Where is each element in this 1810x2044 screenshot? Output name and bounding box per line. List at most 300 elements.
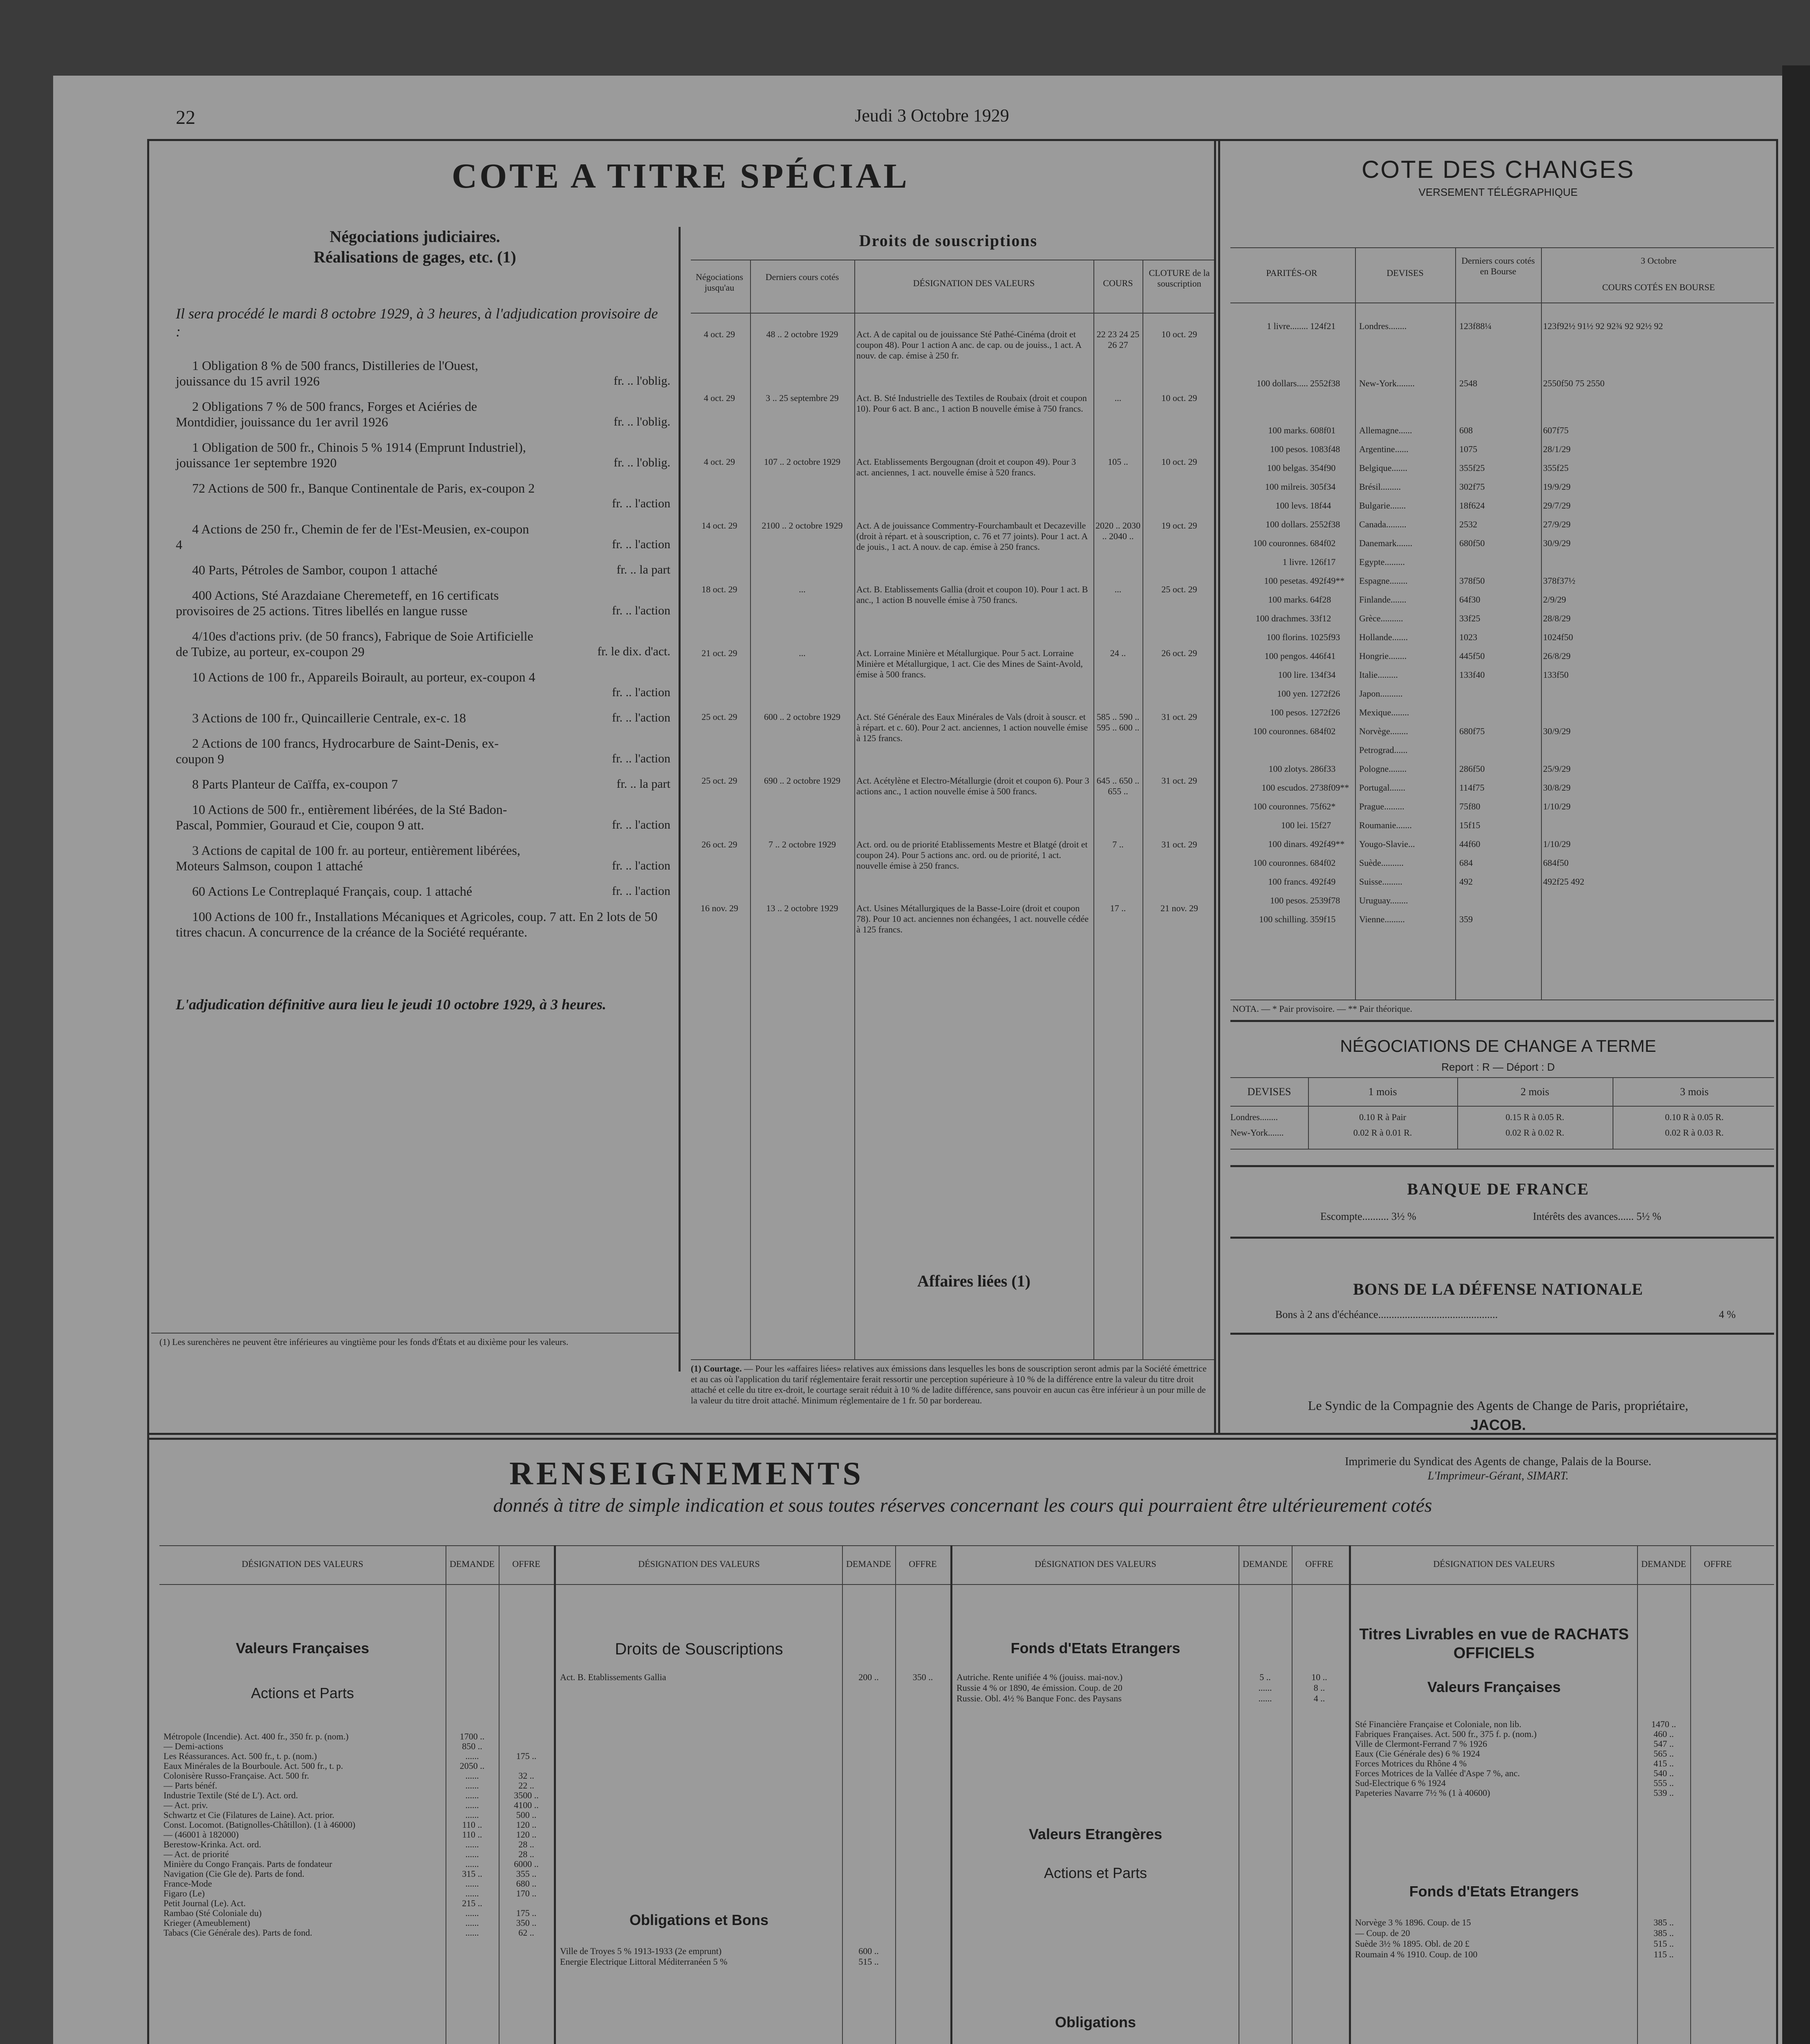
sousc-cloture: 21 nov. 29 (1160, 903, 1198, 913)
rens-designation: Industrie Textile (Sté de L'). Act. ord. (164, 1790, 298, 1800)
change-devise: Vienne......... (1359, 914, 1405, 924)
change-cours: 1024f50 (1543, 632, 1573, 642)
change-devise: Pologne........ (1359, 764, 1407, 774)
change-devise: Egypte......... (1359, 557, 1405, 567)
change-parite: 492f49** (1310, 839, 1345, 849)
rens-demande: 5 .. (1259, 1672, 1271, 1682)
rens-header-offre: OFFRE (909, 1559, 937, 1569)
rens-designation: Colonisère Russo-Française. Act. 500 fr. (164, 1771, 309, 1781)
souscriptions-title: Droits de souscriptions (859, 231, 1038, 250)
sousc-cours-cotes: 600 .. 2 octobre 1929 (764, 712, 840, 722)
rens-header-offre: OFFRE (1704, 1559, 1732, 1569)
lot-description: 10 Actions de 500 fr., entièrement libérées, de la Sté Badon-Pascal, Pommier, Gouraud et Cie, coupon 9 att. (176, 802, 507, 832)
change-parite: 305f34 (1310, 482, 1336, 492)
change-unit: 100 dollars. (1266, 519, 1308, 529)
page-number: 22 (176, 107, 195, 128)
section-heading: Actions et Parts (1044, 1865, 1147, 1881)
change-devise: Espagne........ (1359, 576, 1408, 586)
lot-unit: fr. .. l'oblig. (614, 415, 670, 428)
rens-designation: Ville de Troyes 5 % 1913-1933 (2e emprunt) (560, 1946, 722, 1956)
change-parite: 359f15 (1310, 914, 1336, 924)
rens-designation: Ville de Clermont-Ferrand 7 % 1926 (1355, 1739, 1487, 1749)
terme-devise: New-York....... (1230, 1127, 1284, 1138)
rens-demande: ...... (465, 1859, 479, 1869)
change-parite: 134f34 (1310, 670, 1336, 680)
sousc-cours-cotes: 7 .. 2 octobre 1929 (768, 839, 836, 849)
rens-demande: ...... (465, 1751, 479, 1761)
lot-unit: fr. .. l'action (612, 604, 670, 617)
rens-demande: 110 .. (462, 1829, 482, 1840)
lot-description: 40 Parts, Pétroles de Sambor, coupon 1 attaché (192, 563, 438, 577)
change-devise: Bulgarie....... (1359, 500, 1406, 511)
change-devise: Argentine...... (1359, 444, 1409, 454)
change-dernier: 608 (1459, 425, 1473, 435)
change-parite: 2552f38 (1310, 519, 1340, 529)
lot-unit: fr. .. l'oblig. (614, 374, 670, 388)
change-unit: 100 couronnes. (1253, 538, 1308, 548)
changes-header-parites: PARITÉS-OR (1266, 268, 1317, 278)
rens-offre: 28 .. (518, 1849, 534, 1859)
change-dernier: 445f50 (1459, 651, 1485, 661)
terme-header-2mois: 2 mois (1520, 1086, 1550, 1098)
sousc-cours-cotes: 690 .. 2 octobre 1929 (764, 775, 840, 786)
rens-offre: 22 .. (518, 1780, 534, 1791)
rens-demande: 415 .. (1653, 1758, 1674, 1768)
change-devise: Japon.......... (1359, 688, 1403, 699)
closing-note: L'adjudication définitive aura lieu le jeudi 10 octobre 1929, à 3 heures. (176, 996, 606, 1013)
rens-demande: 539 .. (1653, 1788, 1674, 1798)
rens-offre: 170 .. (516, 1888, 537, 1898)
rens-designation: — Act. de priorité (164, 1849, 229, 1859)
rens-designation: Roumain 4 % 1910. Coup. de 100 (1355, 1949, 1478, 1959)
book-gutter (1782, 65, 1810, 2044)
rens-designation: Russie. Obl. 4½ % Banque Fonc. des Paysans (957, 1693, 1122, 1703)
rens-demande: ...... (465, 1849, 479, 1859)
rens-offre: 4 .. (1313, 1693, 1325, 1703)
change-parite: 1025f93 (1310, 632, 1340, 642)
change-parite: 684f02 (1310, 538, 1336, 548)
rens-demande: 385 .. (1653, 1928, 1674, 1938)
change-cours: 684f50 (1543, 858, 1569, 868)
sousc-cloture: 10 oct. 29 (1161, 457, 1197, 467)
rens-designation: Suède 3½ % 1895. Obl. de 20 £ (1355, 1939, 1470, 1949)
change-parite: 2738f09** (1310, 782, 1349, 793)
change-dernier: 44f60 (1459, 839, 1481, 849)
terme-header-devises: DEVISES (1247, 1086, 1291, 1098)
rens-demande: ...... (1258, 1693, 1272, 1703)
sousc-designation: Act. ord. ou de priorité Etablissements Mestre et Blatgé (droit et coupon 24). Pour 5 actions anc. ord. ou de priorité, 1 act. nouvelle émise à 250 francs. (856, 839, 1088, 871)
special-title: COTE A TITRE SPÉCIAL (452, 156, 909, 195)
rens-designation: Figaro (Le) (164, 1888, 205, 1898)
rens-demande: ...... (465, 1771, 479, 1781)
sousc-cloture: 31 oct. 29 (1161, 775, 1197, 786)
change-parite: 1272f26 (1310, 707, 1340, 717)
section-heading: Obligations (1055, 2014, 1136, 2031)
sousc-header-cours-cotes: Derniers cours cotés (765, 272, 839, 282)
change-cours: 30/9/29 (1543, 726, 1571, 736)
sousc-designation: Act. Acétylène et Electro-Métallurgie (droit et coupon 6). Pour 3 actions anc., 1 action nouvelle émise à 500 francs. (856, 775, 1089, 796)
sousc-header-cours: COURS (1103, 278, 1133, 288)
change-cours: 123f92½ 91½ 92 92¾ 92 92½ 92 (1543, 321, 1663, 331)
changes-header-date: 3 Octobre (1640, 256, 1677, 266)
change-unit: 100 couronnes. (1253, 801, 1308, 811)
sousc-date: 25 oct. 29 (701, 712, 737, 722)
lot-unit: fr. .. l'action (612, 818, 670, 831)
rens-demande: 600 .. (858, 1946, 879, 1956)
rens-demande: 115 .. (1653, 1949, 1674, 1959)
changes-header-derniers: Derniers cours cotés en Bourse (1461, 256, 1535, 276)
rens-designation: Russie 4 % or 1890, 4e émission. Coup. de 20 (957, 1683, 1122, 1693)
rens-designation: Schwartz et Cie (Filatures de Laine). Act. prior. (164, 1810, 334, 1820)
rens-demande: ...... (465, 1839, 479, 1849)
syndic-name: JACOB. (1470, 1416, 1526, 1433)
rens-demande: 315 .. (462, 1869, 482, 1879)
sousc-cours: 585 .. 590 .. 595 .. 600 .. (1096, 712, 1140, 733)
terme-title: NÉGOCIATIONS DE CHANGE A TERME (1340, 1036, 1656, 1056)
change-cours: 29/7/29 (1543, 500, 1571, 511)
courtage-note: (1) Courtage. — Pour les «affaires liées» relatives aux émissions dans lesquelles les bons de souscription seront admis par la Société émettrice et au cas où l'application du tarif réglementaire ferait ressortir une perception supérieure à 10 % de la différence entre la valeur du titre droit attaché et celle du titre ex-droit, le courtage serait réduit à 10 % de ladite différence, sans pouvoir en aucun cas être inférieur à un pour mille de la valeur du titre droit attaché. Minimum réglementaire de 1 fr. 50 par bordereau. (691, 1363, 1207, 1405)
rens-designation: Forces Motrices du Rhône 4 % (1355, 1758, 1467, 1768)
change-devise: Canada......... (1359, 519, 1407, 529)
changes-header-cours: COURS COTÉS EN BOURSE (1602, 282, 1715, 292)
judicial-heading: Négociations judiciaires. (329, 227, 500, 246)
sousc-cloture: 31 oct. 29 (1161, 839, 1197, 849)
rens-designation: — Demi-actions (164, 1741, 224, 1751)
change-parite: 18f44 (1310, 500, 1331, 511)
change-unit: 100 zlotys. (1268, 764, 1308, 774)
lot-unit: fr. .. l'action (612, 686, 670, 699)
change-unit: 100 drachmes. (1255, 613, 1308, 623)
change-devise: Suisse......... (1359, 876, 1402, 887)
terme-2mois: 0.15 R à 0.05 R. (1505, 1112, 1564, 1122)
sousc-cours: 645 .. 650 .. 655 .. (1096, 775, 1140, 796)
change-dernier: 1075 (1459, 444, 1477, 454)
change-cours: 26/8/29 (1543, 651, 1571, 661)
change-devise: Hongrie........ (1359, 651, 1407, 661)
rens-demande: ...... (465, 1918, 479, 1928)
sousc-date: 4 oct. 29 (703, 457, 735, 467)
section-heading: Valeurs Françaises (1427, 1679, 1561, 1695)
changes-title: COTE DES CHANGES (1361, 156, 1635, 183)
change-parite: 354f90 (1310, 463, 1336, 473)
rens-offre: 28 .. (518, 1839, 534, 1849)
sousc-cloture: 19 oct. 29 (1161, 520, 1197, 531)
sousc-cours-cotes: 13 .. 2 octobre 1929 (766, 903, 838, 913)
change-parite: 124f21 (1310, 321, 1336, 331)
rens-designation: Métropole (Incendie). Act. 400 fr., 350 fr. p. (nom.) (164, 1731, 349, 1741)
change-unit: 100 dollars..... (1257, 378, 1308, 388)
terme-1mois: 0.02 R à 0.01 R. (1353, 1127, 1412, 1138)
lot-description: 4 Actions de 250 fr., Chemin de fer de l'Est-Meusien, ex-coupon 4 (176, 522, 529, 552)
changes-header-devises: DEVISES (1387, 268, 1424, 278)
sousc-designation: Act. Etablissements Bergougnan (droit et coupon 49). Pour 3 act. anciennes, 1 act. nouvelle émise à 520 francs. (856, 457, 1076, 477)
change-parite: 492f49** (1310, 576, 1345, 586)
rens-demande: ...... (465, 1800, 479, 1810)
change-parite: 608f01 (1310, 425, 1336, 435)
change-unit: 100 couronnes. (1253, 726, 1308, 736)
sousc-cours: 24 .. (1110, 648, 1126, 658)
section-heading: Fonds d'Etats Etrangers (1409, 1883, 1579, 1900)
terme-legend: Report : R — Déport : D (1441, 1061, 1555, 1073)
gerant-line: L'Imprimeur-Gérant, SIMART. (1427, 1470, 1569, 1482)
section-heading: Valeurs Françaises (235, 1640, 370, 1656)
rens-designation: — Act. priv. (164, 1800, 208, 1810)
terme-header-3mois: 3 mois (1680, 1086, 1709, 1098)
change-cours: 378f37½ (1543, 576, 1575, 586)
section-heading: Droits de Souscriptions (615, 1640, 783, 1658)
change-unit: 100 marks. (1268, 425, 1308, 435)
change-parite: 492f49 (1310, 876, 1336, 887)
rens-header-offre: OFFRE (1305, 1559, 1333, 1569)
change-dernier: 355f25 (1459, 463, 1485, 473)
section-heading: Titres Livrables en vue de RACHATS OFFICIELS (1359, 1626, 1629, 1662)
rens-demande: 460 .. (1653, 1729, 1674, 1739)
lot-description: 72 Actions de 500 fr., Banque Continentale de Paris, ex-coupon 2 (192, 481, 535, 495)
change-cours: 2550f50 75 2550 (1543, 378, 1605, 388)
change-devise: Italie......... (1359, 670, 1398, 680)
rens-header-demande: DEMANDE (846, 1559, 891, 1569)
change-unit: 100 pesos. (1270, 444, 1308, 454)
change-devise: Yougo-Slavie... (1359, 839, 1415, 849)
change-parite: 684f02 (1310, 858, 1336, 868)
change-dernier: 123f88¼ (1459, 321, 1492, 331)
sousc-cloture: 31 oct. 29 (1161, 712, 1197, 722)
rens-designation: — Coup. de 20 (1355, 1928, 1410, 1938)
rens-designation: Navigation (Cie Gle de). Parts de fond. (164, 1869, 305, 1879)
sousc-cours: 7 .. (1112, 839, 1124, 849)
rens-offre: 120 .. (516, 1820, 537, 1830)
changes-nota: NOTA. — * Pair provisoire. — ** Pair théorique. (1232, 1004, 1412, 1014)
rens-offre: 32 .. (518, 1771, 534, 1781)
sousc-cloture: 26 oct. 29 (1161, 648, 1197, 658)
rens-offre: 8 .. (1313, 1683, 1325, 1693)
change-dernier: 286f50 (1459, 764, 1485, 774)
change-unit: 100 francs. (1268, 876, 1308, 887)
sousc-cours-cotes: ... (799, 584, 806, 594)
change-devise: Mexique........ (1359, 707, 1409, 717)
sousc-cloture: 25 oct. 29 (1161, 584, 1197, 594)
lot-unit: fr. .. l'action (612, 752, 670, 765)
rens-header-designation: DÉSIGNATION DES VALEURS (638, 1559, 760, 1569)
sousc-cloture: 10 oct. 29 (1161, 393, 1197, 403)
rens-demande: 215 .. (462, 1898, 482, 1908)
sousc-designation: Act. A de capital ou de jouissance Sté Pathé-Cinéma (droit et coupon 48). Pour 1 action A anc. de cap. ou de jouiss., 1 act. A nouv. de cap. émise à 250 fr. (856, 329, 1081, 361)
change-dernier: 114f75 (1459, 782, 1485, 793)
change-dernier: 18f624 (1459, 500, 1485, 511)
change-parite: 1083f48 (1310, 444, 1340, 454)
banque-avances: Intérêts des avances...... 5½ % (1533, 1210, 1662, 1222)
sousc-date: 26 oct. 29 (701, 839, 737, 849)
sousc-cloture: 10 oct. 29 (1161, 329, 1197, 339)
section-heading: Actions et Parts (251, 1685, 354, 1701)
sousc-cours: 2020 .. 2030 .. 2040 .. (1095, 520, 1140, 541)
rens-designation: Tabacs (Cie Générale des). Parts de fond. (164, 1927, 312, 1938)
rens-header-designation: DÉSIGNATION DES VALEURS (1035, 1559, 1156, 1569)
change-dernier: 64f30 (1459, 594, 1481, 605)
rens-designation: Norvège 3 % 1896. Coup. de 15 (1355, 1917, 1471, 1927)
sousc-date: 21 oct. 29 (701, 648, 737, 658)
rens-demande: 1470 .. (1651, 1719, 1676, 1729)
rens-designation: — (46001 à 182000) (164, 1829, 239, 1840)
rens-designation: Eaux (Cie Générale des) 6 % 1924 (1355, 1748, 1480, 1759)
sousc-header-date: Négociations jusqu'au (695, 272, 744, 293)
change-unit: 100 schilling. (1259, 914, 1308, 924)
change-unit: 100 yen. (1277, 688, 1308, 699)
rens-offre: 62 .. (518, 1927, 534, 1938)
lot-unit: fr. .. l'action (612, 859, 670, 872)
change-unit: 100 dinars. (1268, 839, 1308, 849)
change-unit: 100 escudos. (1261, 782, 1308, 793)
sousc-cours: ... (1114, 584, 1122, 594)
sousc-cours-cotes: 107 .. 2 octobre 1929 (764, 457, 840, 467)
change-dernier: 680f50 (1459, 538, 1485, 548)
change-unit: 100 lei. (1281, 820, 1308, 830)
terme-1mois: 0.10 R à Pair (1359, 1112, 1406, 1122)
change-unit: 1 livre. (1282, 557, 1308, 567)
sousc-cours-cotes: 2100 .. 2 octobre 1929 (762, 520, 843, 531)
change-devise: New-York........ (1359, 378, 1415, 388)
rens-designation: Const. Locomot. (Batignolles-Châtillon). (1 à 46000) (164, 1820, 356, 1830)
lot-description: 2 Obligations 7 % de 500 francs, Forges et Aciéries de Montdidier, jouissance du 1er avril 1926 (176, 399, 477, 429)
sousc-date: 18 oct. 29 (701, 584, 737, 594)
change-devise: Suède.......... (1359, 858, 1404, 868)
rens-offre: 500 .. (516, 1810, 537, 1820)
terme-3mois: 0.02 R à 0.03 R. (1665, 1127, 1724, 1138)
rens-demande: 555 .. (1653, 1778, 1674, 1788)
rens-designation: Krieger (Ameublement) (164, 1918, 250, 1928)
rens-header-designation: DÉSIGNATION DES VALEURS (242, 1559, 363, 1569)
change-dernier: 1023 (1459, 632, 1477, 642)
rens-offre: 350 .. (516, 1918, 537, 1928)
rens-demande: 515 .. (1653, 1939, 1674, 1949)
rens-demande: ...... (465, 1888, 479, 1898)
sousc-cours-cotes: 3 .. 25 septembre 29 (766, 393, 839, 403)
lot-description: 60 Actions Le Contreplaqué Français, coup. 1 attaché (192, 884, 473, 899)
rens-header-demande: DEMANDE (1641, 1559, 1686, 1569)
change-parite: 446f41 (1310, 651, 1336, 661)
lot-description: 1 Obligation de 500 fr., Chinois 5 % 1914 (Emprunt Industriel), jouissance 1er septembre 1920 (176, 440, 526, 470)
change-parite: 33f12 (1310, 613, 1331, 623)
syndic-line: Le Syndic de la Compagnie des Agents de Change de Paris, propriétaire, (1308, 1398, 1689, 1413)
rens-demande: ...... (1258, 1683, 1272, 1693)
sousc-date: 16 nov. 29 (700, 903, 739, 913)
rens-designation: Energie Electrique Littoral Méditerranéen 5 % (560, 1957, 728, 1967)
sousc-cours: 105 .. (1108, 457, 1128, 467)
change-unit: 100 florins. (1266, 632, 1308, 642)
change-devise: Allemagne...... (1359, 425, 1412, 435)
change-dernier: 2548 (1459, 378, 1477, 388)
rens-offre: 350 .. (912, 1672, 933, 1682)
lot-description: 2 Actions de 100 francs, Hydrocarbure de Saint-Denis, ex-coupon 9 (176, 736, 499, 766)
rens-demande: 385 .. (1653, 1917, 1674, 1927)
terme-devise: Londres........ (1230, 1112, 1278, 1122)
rens-designation: Fabriques Françaises. Act. 500 fr., 375 f. p. (nom.) (1355, 1729, 1537, 1739)
sousc-cours-cotes: ... (799, 648, 806, 658)
sousc-cours: ... (1114, 393, 1122, 403)
page-date: Jeudi 3 Octobre 1929 (855, 105, 1009, 126)
sousc-designation: Act. B. Sté Industrielle des Textiles de Roubaix (droit et coupon 10). Pour 6 act. B anc., 1 action B nouvelle émise à 750 francs. (856, 393, 1087, 414)
sousc-designation: Act. A de jouissance Commentry-Fourchambault et Decazeville (droit à répart. et à souscription, c. 76 et 77 joints). Pour 1 act. A de jouis., 1 act. A nouv. de cap. émise à 250 francs. (856, 520, 1088, 552)
rens-offre: 355 .. (516, 1869, 537, 1879)
change-dernier: 684 (1459, 858, 1473, 868)
change-parite: 684f02 (1310, 726, 1336, 736)
rens-designation: Sud-Electrique 6 % 1924 (1355, 1778, 1446, 1788)
sousc-cours: 17 .. (1110, 903, 1126, 913)
newspaper-page (53, 76, 1782, 2044)
bons-text: Bons à 2 ans d'échéance............................................. (1275, 1309, 1498, 1320)
lot-unit: fr. .. l'action (612, 711, 670, 724)
rens-designation: Autriche. Rente unifiée 4 % (jouiss. mai-nov.) (957, 1672, 1123, 1682)
bons-rate: 4 % (1719, 1309, 1736, 1320)
lot-description: 3 Actions de capital de 100 fr. au porteur, entièrement libérées, Moteurs Salmson, coupon 1 attaché (176, 843, 520, 873)
change-cours: 30/9/29 (1543, 538, 1571, 548)
change-parite: 286f33 (1310, 764, 1336, 774)
rens-designation: Sté Financière Française et Coloniale, non lib. (1355, 1719, 1521, 1729)
rens-designation: — Parts bénéf. (164, 1780, 217, 1791)
banque-escompte: Escompte.......... 3½ % (1320, 1210, 1416, 1222)
change-parite: 2552f38 (1310, 378, 1340, 388)
rens-designation: Rambao (Sté Coloniale du) (164, 1908, 262, 1918)
change-cours: 28/1/29 (1543, 444, 1571, 454)
change-dernier: 15f15 (1459, 820, 1481, 830)
sousc-date: 25 oct. 29 (701, 775, 737, 786)
change-unit: 100 pesos. (1270, 895, 1308, 905)
rens-designation: Papeteries Navarre 7½ % (1 à 40600) (1355, 1788, 1490, 1798)
rens-demande: 1700 .. (459, 1731, 485, 1741)
change-cours: 607f75 (1543, 425, 1569, 435)
change-dernier: 680f75 (1459, 726, 1485, 736)
lot-unit: fr. .. la part (616, 777, 670, 791)
change-devise: Londres........ (1359, 321, 1407, 331)
change-devise: Danemark....... (1359, 538, 1413, 548)
sousc-date: 4 oct. 29 (703, 393, 735, 403)
change-parite: 2539f78 (1310, 895, 1340, 905)
change-dernier: 2532 (1459, 519, 1477, 529)
rens-designation: Minière du Congo Français. Parts de fondateur (164, 1859, 332, 1869)
change-unit: 100 marks. (1268, 594, 1308, 605)
change-parite: 75f62* (1310, 801, 1336, 811)
change-devise: Norvège........ (1359, 726, 1408, 736)
rens-demande: ...... (465, 1927, 479, 1938)
sousc-designation: Act. Lorraine Minière et Métallurgique. Pour 5 act. Lorraine Minière et Métallurgique, 1 act. Cie des Mines de Saint-Avold, émise à 500 francs. (856, 648, 1083, 679)
lot-unit: fr. .. la part (616, 563, 670, 576)
rens-demande: ...... (465, 1790, 479, 1800)
rens-designation: Petit Journal (Le). Act. (164, 1898, 246, 1908)
sousc-designation: Act. B. Etablissements Gallia (droit et coupon 10). Pour 1 act. B anc., 1 action B nouvelle émise à 750 francs. (856, 584, 1088, 605)
rens-demande: ...... (465, 1878, 479, 1889)
lot-unit: fr. le dix. d'act. (597, 645, 670, 658)
rens-designation: Eaux Minérales de la Bourboule. Act. 500 fr., t. p. (164, 1761, 343, 1771)
change-cours: 30/8/29 (1543, 782, 1571, 793)
lot-unit: fr. .. l'action (612, 497, 670, 510)
change-dernier: 133f40 (1459, 670, 1485, 680)
rens-demande: 110 .. (462, 1820, 482, 1830)
lot-unit: fr. .. l'action (612, 884, 670, 898)
rens-demande: ...... (465, 1810, 479, 1820)
change-parite: 126f17 (1310, 557, 1336, 567)
lot-unit: fr. .. l'oblig. (614, 456, 670, 469)
rens-demande: 200 .. (858, 1672, 879, 1682)
change-unit: 100 lire. (1278, 670, 1308, 680)
sousc-header-designation: DÉSIGNATION DES VALEURS (913, 278, 1035, 288)
terme-3mois: 0.10 R à 0.05 R. (1665, 1112, 1724, 1122)
change-devise: Petrograd...... (1359, 745, 1408, 755)
rens-demande: 515 .. (858, 1957, 879, 1967)
rens-designation: Forces Motrices de la Vallée d'Aspe 7 %, anc. (1355, 1768, 1520, 1778)
section-heading: Obligations et Bons (629, 1912, 768, 1928)
lot-description: 400 Actions, Sté Arazdaiane Cheremeteff, en 16 certificats provisoires de 25 actions. Titres libellés en langue russe (176, 588, 499, 618)
change-parite: 1272f26 (1310, 688, 1340, 699)
